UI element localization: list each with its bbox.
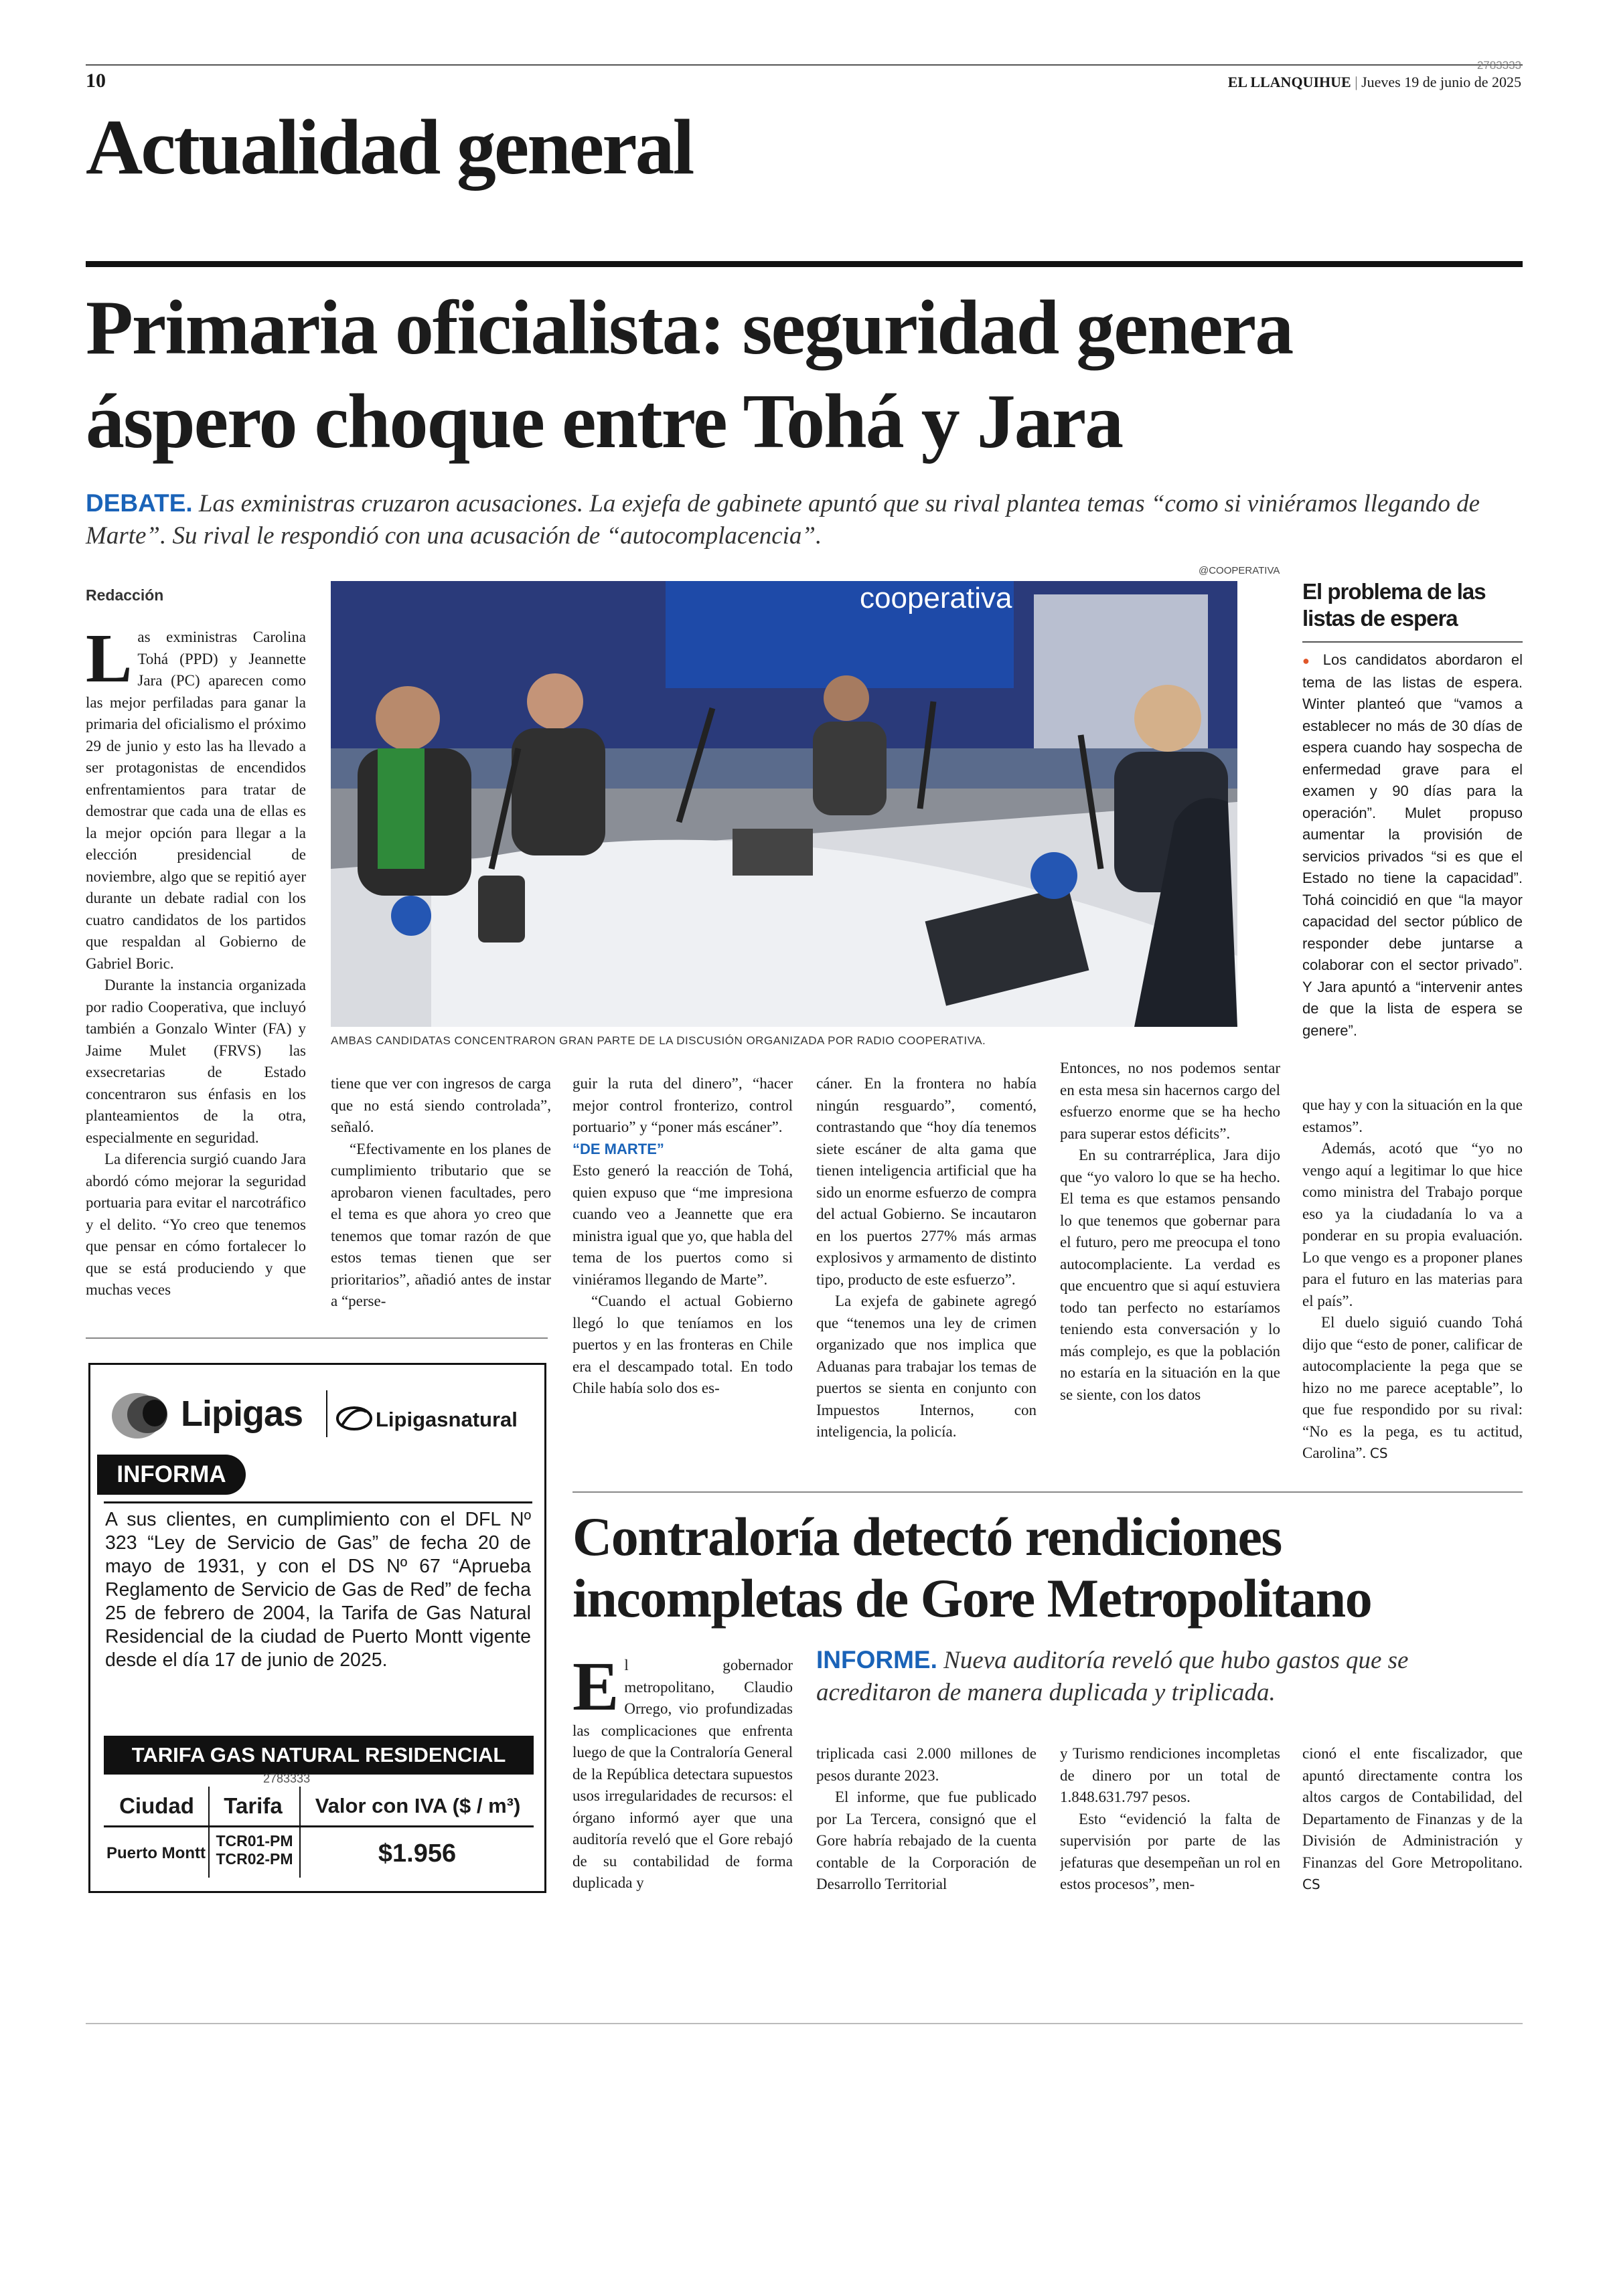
sidebar-text-wrap [1302,649,1523,1042]
second-headline [572,1506,1523,1629]
second-article-rule [572,1491,1523,1493]
second-lede [816,1644,1523,1709]
second-col3-p2: Esto “evidenció la falta de supervisión por parte de las jefaturas que desempeñan un rol en estos procesos”, men- [1060,1810,1280,1892]
photo-logo: cooperativa [860,582,1012,614]
lipigasnatural-logo-icon [335,1405,373,1432]
second-headline-line1: Contraloría detectó rendiciones [572,1506,1282,1567]
second-col4-p1: cionó el ente fiscalizador, que apuntó directamente contra los altos cargos de Contabilidad, del Departamento de Finanzas y de la División de Administración y Finanzas del Gore Metropolitano. [1302,1745,1523,1871]
main-col1-p2: Durante la instancia organizada por radio Cooperativa, que incluyó también a Gonzalo Winter (FA) y Jaime Mulet (FRVS) las exsecretarias de Estado concentraron sus énfasis en los planteamientos de la otra, especialmente en seguridad. [86,977,306,1146]
end-mark: CS [1369,1445,1388,1461]
main-headline-line1: Primaria oficialista: seguridad genera [86,285,1293,371]
lipigas-ad [88,1363,546,1893]
header-tarifa: Tarifa [224,1793,283,1818]
main-col1 [86,627,306,1323]
main-col3-p2: Esto generó la reacción de Tohá, quien expuso que “me impresiona cuando veo a Jeannette que era ministra igual que yo, que habla del tema de los puertos como si viniéramos llegando de Marte”. [572,1162,793,1288]
main-col3 [572,1073,793,1475]
main-col4 [816,1073,1037,1475]
second-col3 [1060,1743,1280,1910]
tariff-header-rule [104,1825,534,1827]
photo-caption: AMBAS CANDIDATAS CONCENTRARON GRAN PARTE DE LA DISCUSIÓN ORGANIZADA POR RADIO COOPERATIVA. [331,1034,986,1047]
second-col1-text: l gobernador metropolitano, Claudio Orrego, vio profundizadas las complicaciones que enfrenta luego de que la Contraloría General de la República detectara supuestos usos irregularidades de recursos: el órgano informó ayer que una auditoría reveló que el Gore rebajó de su contabilidad de forma duplicada y [572,1657,793,1891]
publication-date: Jueves 19 de junio de 2025 [1361,74,1521,90]
page-number: 10 [86,70,106,92]
header-stamp-id: 2783333 [1476,59,1521,72]
main-col6-p1: que hay y con la situación en la que estamos”. [1302,1096,1523,1135]
cell-value: $1.956 [378,1839,457,1868]
main-col3-p1: guir la ruta del dinero”, “hacer mejor control fronterizo, control portuario” y “poner más escáner”. [572,1075,793,1135]
second-col1 [572,1655,793,1909]
main-lede-kicker: DEBATE. [86,489,193,517]
ad-brand-divider [326,1390,327,1437]
main-col2-p2: “Efectivamente en los planes de cumplimiento tributario que se aprobaron vienen facultades, pero el tema es que ahora yo creo que tenemos que tomar razón de que estos temas tienen que ser prioritarios”, añadió antes de instar a “perse- [331,1140,551,1309]
tariff-table-title: TARIFA GAS NATURAL RESIDENCIAL [104,1736,534,1775]
second-col2 [816,1743,1037,1910]
main-col5-p2: En su contrarréplica, Jara dijo que “yo valoro lo que se ha hecho. El tema es que estamos pensando lo que tenemos que gobernar para el futuro, pero me preocupa el tono autocomplaciente. La verdad es que encuentro que si aquí estuviera todo tan perfecto no estaríamos teniendo esta conversación y lo más complejo, es que la población no estaría en la situación en la que se siente, con los datos [1060,1147,1280,1403]
main-col2-p1: tiene que ver con ingresos de carga que no está siendo controlada”, señaló. [331,1075,551,1135]
second-col4 [1302,1743,1523,1910]
main-photo [331,581,1237,1027]
ad-stamp-id: 2783333 [263,1772,311,1785]
second-lede-text: Nueva auditoría reveló que hubo gastos que se acreditaron de manera duplicada y triplicada. [816,1647,1409,1706]
main-col6-p2: Además, acotó que “yo no vengo aquí a legitimar lo que hice como ministra del Trabajo porque eso ya la ciudadanía lo va a ponderar en su propia evaluación. Lo que vengo es a proponer planes para el futuro en las materias para el país”. [1302,1140,1523,1309]
cell-tariff1: TCR01-PM [216,1832,293,1850]
sidebar-box [1302,578,1523,1042]
lipigas-brand: Lipigas [181,1394,303,1434]
second-end-mark: CS [1302,1876,1320,1892]
main-col2 [331,1073,551,1327]
ad-body: A sus clientes, en cumplimiento con el DFL Nº 323 “Ley de Servicio de Gas” de fecha 20 de mayo de 1931, y con el DS Nº 67 “Aprueba Reglamento de Servicio de Gas de Red” de fecha 25 de febrero de 2004, la Tarifa de Gas Natural Residencial de la ciudad de Puerto Montt vigente desde el día 17 de junio de 2025. [105,1509,531,1671]
second-col2-p2: El informe, que fue publicado por La Tercera, consignó que el Gore habría rebajado de la cuenta contable de la Corporación de Desarrollo Territorial [816,1789,1037,1892]
section-title: Actualidad general [86,103,693,191]
byline: Redacción [86,586,164,604]
header-ciudad: Ciudad [119,1793,194,1818]
main-col5-p1: Entonces, no nos podemos sentar en esta mesa sin hacernos cargo del esfuerzo enorme que se ha hecho para superar estos déficits”. [1060,1060,1280,1142]
informa-badge: INFORMA [97,1455,246,1495]
section-rule [86,261,1523,267]
second-col3-p1: y Turismo rendiciones incompletas de dinero por un total de 1.848.631.797 pesos. [1060,1745,1280,1805]
second-lede-kicker: INFORME. [816,1646,937,1673]
main-lede [86,487,1523,552]
main-lede-text: Las exministras cruzaron acusaciones. La exjefa de gabinete apuntó que su rival plantea temas “como si viniéramos llegando de Marte”. Su rival le respondió con una acusación de “autocomplacencia”. [86,490,1480,550]
sidebar-text: Los candidatos abordaron el tema de las listas de espera. Winter planteó que “vamos a establecer no más de 30 días de espera cuando hay sospecha de enfermedad grave para el examen y 90 días para la operación”. Mulet propuso aumentar la provisión de servicios privados “si es que el Estado no tiene la capacidad”. Tohá coincidió en que “la mayor capacidad del sector público de responder debe juntarse a colaborar con el sector privado”. Y Jara apuntó a “intervenir antes de que la lista de espera se genere”. [1302,651,1523,1039]
cell-city: Puerto Montt [106,1844,206,1862]
publication-name: EL LLANQUIHUE [1227,74,1351,90]
second-col2-p1: triplicada casi 2.000 millones de pesos durante 2023. [816,1745,1037,1784]
subhead-de-marte: “DE MARTE” [572,1140,664,1157]
sidebar-title: El problema de las listas de espera [1302,579,1486,631]
main-col4-p2: La exjefa de gabinete agregó que “tenemos una ley de crimen organizado que nos implica que Aduanas para trabajar los temas de puertos se sienta en conjunto con Impuestos Internos, con inteligencia, la policía. [816,1293,1037,1440]
second-headline-line2: incompletas de Gore Metropolitano [572,1568,1372,1629]
main-col1-p1: as exministras Carolina Tohá (PPD) y Jeannette Jara (PC) aparecen como las mejor perfiladas para ganar la primaria del oficialismo el próximo 29 de junio y esto las ha llevado a ser protagonistas de encendidos enfrentamientos para tratar de demostrar que cada una de ellas es la mejor opción para llegar a la elección presidencial de noviembre, algo que se repitió ayer durante un debate radial con los cuatro candidatos de los partidos que respaldan al Gobierno de Gabriel Boric. [86,629,306,972]
main-col6-p3: El duelo siguió cuando Tohá dijo que “esto de poner, calificar de autocomplaciente la pega que se hizo no me parece aceptable”, lo que fue respondido por su rival: “No es la pega, es tu actitud, Carolina”. [1302,1314,1523,1461]
folio: EL LLANQUIHUE | Jueves 19 de junio de 2025 [1227,74,1521,90]
ad-top-rule [86,1337,548,1339]
cell-tariff2: TCR02-PM [216,1850,293,1868]
header-valor: Valor con IVA ($ / m³) [315,1794,521,1817]
main-col4-p1: cáner. En la frontera no había ningún resguardo”, comentó, contrastando que “hoy día tenemos siete escáner de alta gama que tienen inteligencia artificial que ha sido un enorme esfuerzo de compra del actual Gobierno. Se incautaron en los puertos 277% más armas explosivos y armamento de distinto tipo, producto de este esfuerzo”. [816,1075,1037,1288]
bottom-rule [86,2023,1523,2024]
main-col6 [1302,1094,1523,1476]
dropcap-l: L [86,627,133,697]
main-headline-line2: áspero choque entre Tohá y Jara [86,379,1123,465]
tariff-table [104,1787,534,1878]
ad-badge-rule [104,1499,532,1505]
dropcap-e: E [572,1655,619,1725]
main-col3-p3: “Cuando el actual Gobierno llegó lo que teníamos en los puertos y en las fronteras en Chile era el descampado total. En todo Chile había solo dos es- [572,1293,793,1396]
top-rule [86,64,1523,66]
photo-credit: @COOPERATIVA [1199,565,1280,576]
sidebar-bullet-icon: ● [1302,654,1314,667]
cell-tariffs [210,1832,299,1868]
lipigas-logo-icon [110,1389,174,1441]
lipigasnatural-brand: Lipigasnatural [376,1408,518,1431]
tariff-header-row [104,1787,534,1825]
sidebar-rule [1302,641,1523,643]
main-col5 [1060,1058,1280,1473]
radio-studio-photo [331,581,1237,1027]
main-headline [86,281,1523,469]
main-col1-p3: La diferencia surgió cuando Jara abordó cómo mejorar la seguridad portuaria para evitar el narcotráfico y el delito. “Yo creo que tenemos que pensar en cómo fortalecer lo que se está produciendo y que muchas veces [86,1151,306,1298]
